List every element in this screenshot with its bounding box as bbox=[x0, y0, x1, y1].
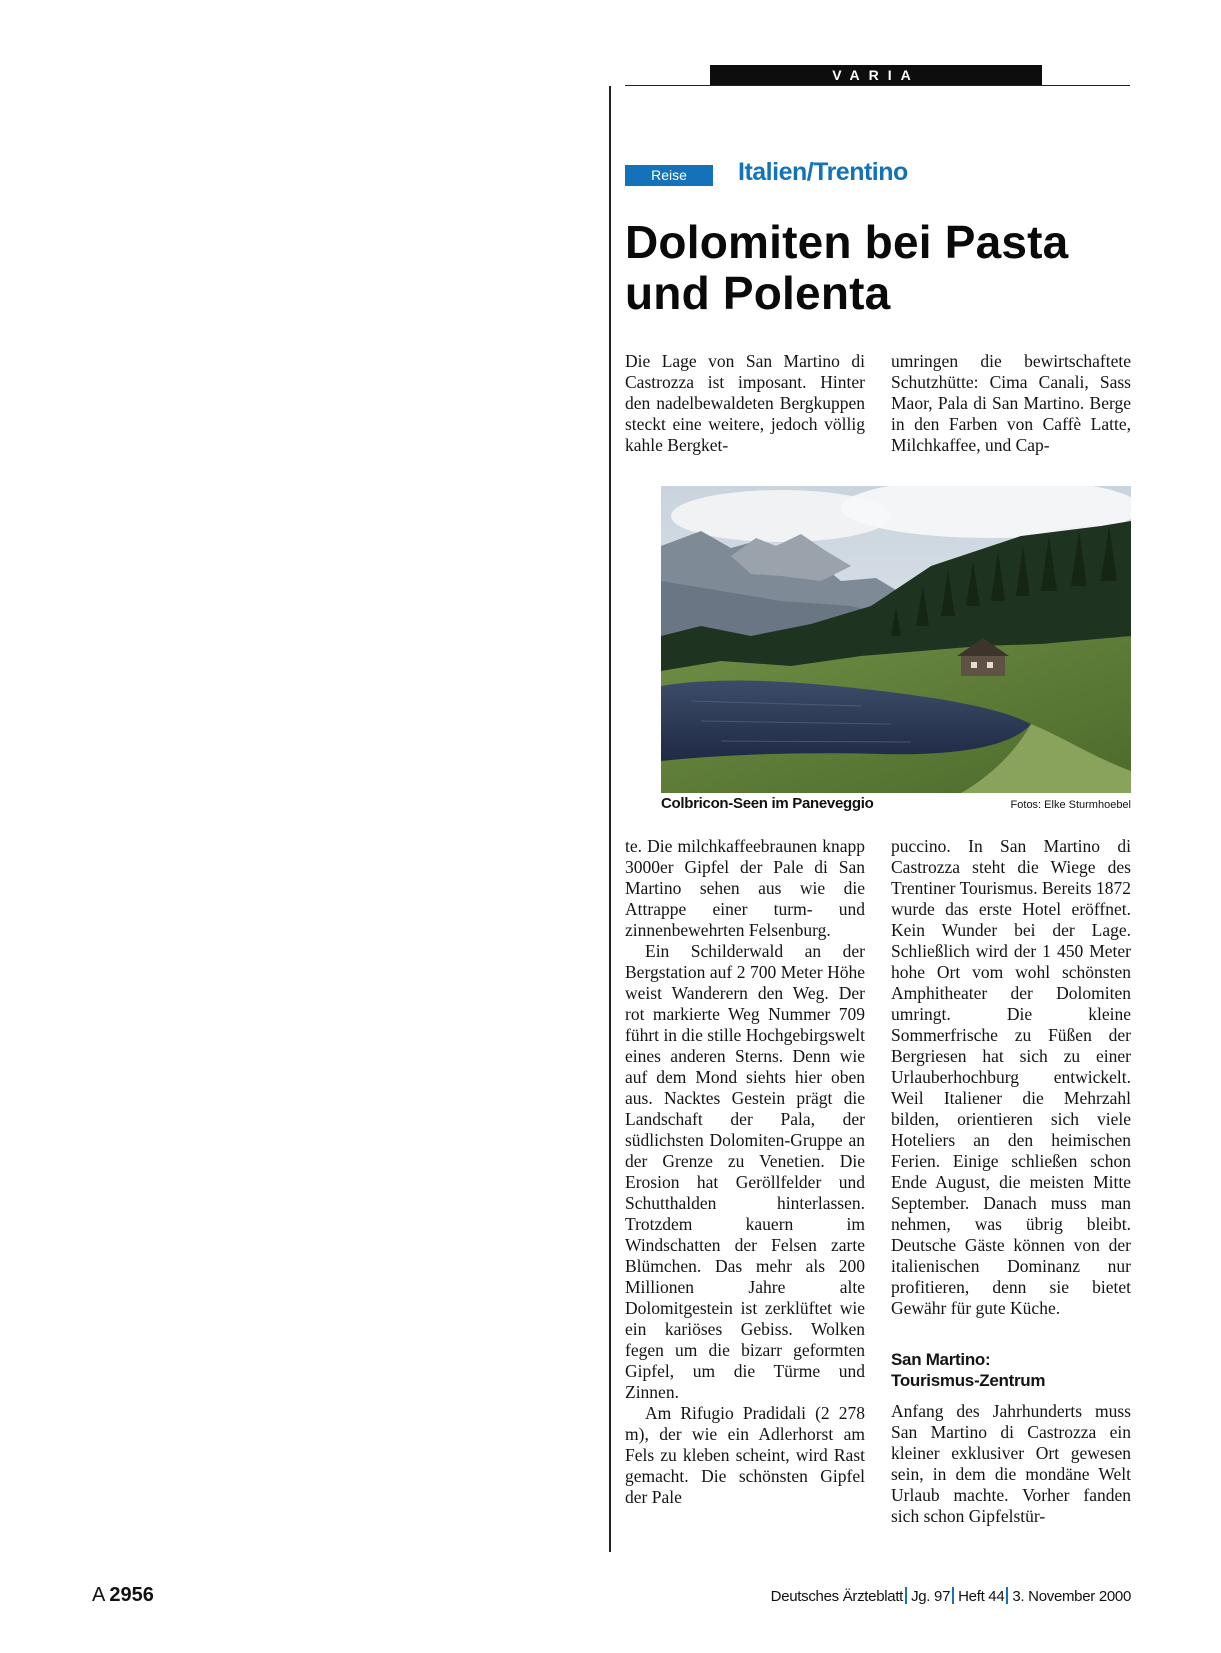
intro-paragraph-2: umringen die bewirtschaftete Schutzhütte: Cima Canali, Sass Maor, Pala di San Martino. Berge in den Farben von Caffè Latte, Milchkaffee, und Cap- bbox=[891, 351, 1131, 455]
top-rule bbox=[625, 85, 1130, 86]
column-rule bbox=[609, 86, 611, 1552]
body-paragraph: Am Rifugio Pradidali (2 278 m), der wie ein Adlerhorst am Fels zu kleben scheint, wird Rast gemacht. Die schönsten Gipfel der Pale bbox=[625, 1403, 865, 1507]
photo-caption: Colbricon-Seen im Paneveggio bbox=[661, 795, 874, 812]
page-number bbox=[92, 1583, 154, 1607]
photo-credit: Fotos: Elke Sturmhoebel bbox=[1010, 799, 1131, 811]
section-label: VARIA bbox=[710, 65, 1042, 86]
intro-column-2 bbox=[891, 351, 1131, 456]
section-subhead bbox=[891, 1349, 1131, 1391]
body-paragraph: puccino. In San Martino di Castrozza steht die Wiege des Trentiner Tourismus. Bereits 1872 wurde das erste Hotel eröffnet. Kein Wunder bei der Lage. Schließlich wird der 1 450 Meter hohe Ort vom wohl schönsten Amphitheater der Dolomiten umringt. Die kleine Sommerfrische zu Füßen der Bergriesen hat sich zu einer Urlauberhochburg entwickelt. Weil Italiener die Mehrzahl bilden, orientieren sich viele Hoteliers an den heimischen Ferien. Einige schließen schon Ende August, die meisten Mitte September. Danach muss man nehmen, was übrig bleibt. Deutsche Gäste können von der italienischen Dominanz nur profitieren, denn sie bietet Gewähr für gute Küche. bbox=[891, 836, 1131, 1318]
body-paragraph: Ein Schilderwald an der Bergstation auf 2 700 Meter Höhe weist Wanderern den Weg. Der rot markierte Weg Nummer 709 führt in die stille Hochgebirgswelt eines anderen Sterns. Denn wie auf dem Mond siehts hier oben aus. Nacktes Gestein prägt die Landschaft der Pala, der südlichsten Dolomiten-Gruppe an der Grenze zu Venetien. Die Erosion hat Geröllfelder und Schutthalden hinterlassen. Trotzdem kauern im Windschatten der Felsen zarte Blümchen. Das mehr als 200 Millionen Jahre alte Dolomitgestein ist zerklüftet wie ein kariöses Gebiss. Wolken fegen um die bizarr geformten Gipfel, um die Türme und Zinnen. bbox=[625, 941, 865, 1402]
topic-kicker: Italien/Trentino bbox=[738, 158, 908, 186]
page-number-value: 2956 bbox=[109, 1584, 154, 1606]
journal-volume: Jg. 97 bbox=[911, 1588, 951, 1605]
body-paragraph: Anfang des Jahrhunderts muss San Martino di Castrozza ein kleiner exklusiver Ort gewesen sein, in dem die mondäne Welt Urlaub machte. Vorher fanden sich schon Gipfelstür- bbox=[891, 1401, 1131, 1526]
headline-line-1: Dolomiten bei Pasta bbox=[625, 216, 1069, 268]
headline-line-2: und Polenta bbox=[625, 267, 891, 319]
page-prefix: A bbox=[92, 1584, 106, 1606]
subhead-line-2: Tourismus-Zentrum bbox=[891, 1371, 1046, 1390]
footer-separator bbox=[905, 1587, 907, 1604]
journal-date: 3. November 2000 bbox=[1012, 1588, 1131, 1605]
lake-photo bbox=[661, 486, 1131, 793]
journal-name: Deutsches Ärzteblatt bbox=[770, 1588, 904, 1605]
lake-landscape-image bbox=[661, 486, 1131, 793]
category-badge: Reise bbox=[625, 165, 713, 186]
intro-column-1 bbox=[625, 351, 865, 456]
journal-issue: Heft 44 bbox=[958, 1588, 1005, 1605]
body-column-1 bbox=[625, 836, 865, 1508]
article-headline bbox=[625, 217, 1135, 319]
footer-separator bbox=[1006, 1587, 1008, 1604]
footer-separator bbox=[952, 1587, 954, 1604]
journal-footer bbox=[771, 1587, 1131, 1607]
body-paragraph: te. Die milchkaffeebraunen knapp 3000er Gipfel der Pale di San Martino sehen aus wie die Attrappe einer turm- und zinnenbewehrten Felsenburg. bbox=[625, 836, 865, 940]
body-column-2 bbox=[891, 836, 1131, 1527]
intro-paragraph-1: Die Lage von San Martino di Castrozza ist imposant. Hinter den nadelbewaldeten Bergkuppen steckt eine weitere, jedoch völlig kahle Bergket- bbox=[625, 351, 865, 455]
subhead-line-1: San Martino: bbox=[891, 1350, 991, 1369]
